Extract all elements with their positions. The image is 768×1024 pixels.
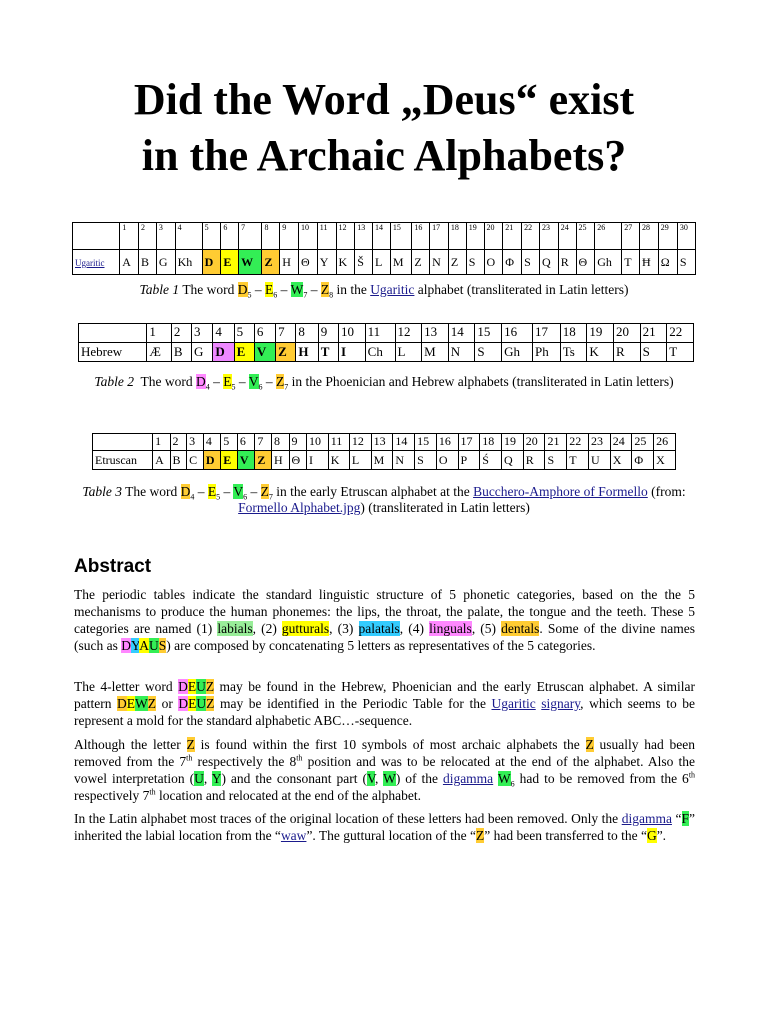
letter-cell: U <box>588 451 610 470</box>
letter-cell: I <box>306 451 328 470</box>
letter-cell: E <box>221 250 239 275</box>
letter-cell: B <box>171 343 191 362</box>
letter-cell: Z <box>255 451 272 470</box>
letter-cell: R <box>523 451 545 470</box>
column-number: 2 <box>170 434 187 451</box>
letter-cell: H <box>272 451 289 470</box>
letter-cell: L <box>395 343 422 362</box>
hebrew-table <box>78 323 694 362</box>
letter-cell: Q <box>502 451 524 470</box>
letter-cell: Q <box>539 250 558 275</box>
column-number: 7 <box>239 223 262 250</box>
letter-cell: A <box>153 451 170 470</box>
letter-cell: Ħ <box>640 250 659 275</box>
signary-link[interactable]: signary <box>541 696 581 711</box>
column-number: 4 <box>203 434 220 451</box>
column-number: 8 <box>272 434 289 451</box>
title-line-2: in the Archaic Alphabets? <box>141 131 627 180</box>
column-number: 24 <box>610 434 632 451</box>
column-number: 11 <box>328 434 349 451</box>
ugaritic-link-2[interactable]: Ugaritic <box>491 696 536 711</box>
letter-cell: H <box>296 343 318 362</box>
letter-cell: Gh <box>595 250 622 275</box>
column-number: 1 <box>147 324 172 343</box>
column-number: 10 <box>306 434 328 451</box>
letter-cell: E <box>221 451 238 470</box>
letter-cell: S <box>466 250 484 275</box>
column-number: 16 <box>436 434 458 451</box>
letter-cell: B <box>139 250 157 275</box>
column-number: 16 <box>412 223 430 250</box>
column-number: 18 <box>448 223 466 250</box>
column-number: 8 <box>296 324 318 343</box>
column-number: 7 <box>276 324 296 343</box>
page-title <box>0 72 768 184</box>
column-number: 9 <box>289 434 306 451</box>
letter-cell: Z <box>412 250 430 275</box>
letter-cell: G <box>156 250 175 275</box>
column-number: 5 <box>202 223 221 250</box>
column-number: 3 <box>156 223 175 250</box>
letter-cell: Ś <box>480 451 502 470</box>
letter-cell: Š <box>355 250 373 275</box>
column-number: 12 <box>395 324 422 343</box>
letter-cell: D <box>202 250 221 275</box>
column-number: 11 <box>317 223 336 250</box>
letter-cell: C <box>187 451 204 470</box>
letter-cell: N <box>430 250 449 275</box>
letter-cell: L <box>373 250 391 275</box>
letter-cell: E <box>234 343 254 362</box>
column-number: 23 <box>539 223 558 250</box>
letter-cell: I <box>339 343 366 362</box>
column-number: 21 <box>503 223 522 250</box>
letter-cell: A <box>120 250 139 275</box>
letter-cell: K <box>336 250 355 275</box>
abstract-paragraph-4: In the Latin alphabet most traces of the original location of these letters had been removed. Only the digamma “F” inherited the labial location from the “waw”. The guttural location of the “Z” had been transferred to the “G”. <box>74 811 696 843</box>
letter-cell: D <box>203 451 220 470</box>
column-number: 19 <box>466 223 484 250</box>
column-number: 26 <box>654 434 676 451</box>
letter-cell: S <box>415 451 437 470</box>
letter-cell: O <box>484 250 503 275</box>
letter-cell: S <box>475 343 502 362</box>
letter-cell: M <box>422 343 449 362</box>
column-number: 19 <box>587 324 614 343</box>
letter-cell: Φ <box>632 451 654 470</box>
column-number: 23 <box>588 434 610 451</box>
letter-cell: K <box>328 451 349 470</box>
column-number: 3 <box>187 434 204 451</box>
column-number: 12 <box>349 434 371 451</box>
column-number: 13 <box>422 324 449 343</box>
column-number: 20 <box>484 223 503 250</box>
column-number: 14 <box>393 434 415 451</box>
letter-cell: Ts <box>560 343 587 362</box>
column-number: 29 <box>658 223 677 250</box>
bucchero-link[interactable]: Bucchero-Amphore of Formello <box>473 484 648 499</box>
table-corner <box>79 324 147 343</box>
column-number: 2 <box>171 324 191 343</box>
table-caption-2: Table 2 The word $D_4 - E_5 - V_6 - Z_7$ in the Phoenician and Hebrew alphabets (transliterated in Latin letters) <box>94 374 674 392</box>
letter-cell: N <box>393 451 415 470</box>
letter-cell: Gh <box>502 343 533 362</box>
table-corner <box>93 434 153 451</box>
column-number: 6 <box>254 324 275 343</box>
column-number: 17 <box>458 434 480 451</box>
column-number: 16 <box>502 324 533 343</box>
column-number: 15 <box>415 434 437 451</box>
column-number: 1 <box>120 223 139 250</box>
column-number: 21 <box>640 324 667 343</box>
row-label-ugaritic[interactable]: Ugaritic <box>73 250 120 275</box>
letter-cell: B <box>170 451 187 470</box>
letter-cell: Kh <box>175 250 202 275</box>
column-number: 25 <box>632 434 654 451</box>
letter-cell: Z <box>448 250 466 275</box>
column-number: 3 <box>192 324 213 343</box>
abstract-paragraph-1: The periodic tables indicate the standard linguistic structure of 5 phonetic categories, based on the the 5 mechanisms to produce the human phonemes: the lips, the throat, the palate, the tongue and the teeth. These 5 categories are named (1) labials, (2) gutturals, (3) palatals, (4) linguals, (5) dentals. Some of the divine names (such as DYAUS) are composed by concatenating 5 letters as representatives of the 5 categories. <box>74 587 695 653</box>
letter-cell: Æ <box>147 343 172 362</box>
column-number: 8 <box>262 223 280 250</box>
abstract-paragraph-2: The 4-letter word DEUZ may be found in the Hebrew, Phoenician and the early Etruscan alphabet. A similar pattern DEWZ or DEUZ may be identified in the Periodic Table for the Ugaritic signary, which seems to be represent a mold for the standard alphabetic ABC…-sequence. <box>74 679 696 728</box>
column-number: 19 <box>502 434 524 451</box>
ugaritic-table <box>72 222 696 275</box>
column-number: 20 <box>613 324 640 343</box>
letter-cell: X <box>610 451 632 470</box>
letter-cell: Ω <box>658 250 677 275</box>
letter-cell: R <box>613 343 640 362</box>
column-number: 22 <box>667 324 694 343</box>
column-number: 27 <box>622 223 640 250</box>
letter-cell: T <box>667 343 694 362</box>
column-number: 14 <box>448 324 475 343</box>
letter-cell: Θ <box>576 250 595 275</box>
column-number: 1 <box>153 434 170 451</box>
letter-cell: L <box>349 451 371 470</box>
table-caption-3: Table 3 The word $D_4 - E_5 - V_6 - Z_7$ in the early Etruscan alphabet at the Bucchero-Amphore of Formello (from: Formello Alphabet.jpg) (transliterated in Latin letters) <box>82 484 686 515</box>
column-number: 18 <box>560 324 587 343</box>
column-number: 22 <box>522 223 540 250</box>
letter-cell: Y <box>317 250 336 275</box>
column-number: 26 <box>595 223 622 250</box>
letter-cell: Z <box>276 343 296 362</box>
letter-cell: K <box>587 343 614 362</box>
table-caption-1: Table 1 The word $D_5 - E_6 - W_7 - Z_8$ in the Ugaritic alphabet (transliterated in Latin letters) <box>139 282 629 300</box>
waw-link[interactable]: waw <box>280 828 307 843</box>
digamma-link[interactable]: digamma <box>442 771 494 786</box>
letter-cell: R <box>558 250 576 275</box>
letter-cell: T <box>622 250 640 275</box>
column-number: 15 <box>475 324 502 343</box>
column-number: 25 <box>576 223 595 250</box>
letter-cell: S <box>522 250 540 275</box>
digamma-link-2[interactable]: digamma <box>621 811 672 826</box>
column-number: 2 <box>139 223 157 250</box>
letter-cell: P <box>458 451 480 470</box>
letter-cell: S <box>640 343 667 362</box>
letter-cell: M <box>371 451 393 470</box>
letter-cell: W <box>239 250 262 275</box>
column-number: 20 <box>523 434 545 451</box>
letter-cell: Θ <box>289 451 306 470</box>
column-number: 13 <box>371 434 393 451</box>
column-number: 5 <box>234 324 254 343</box>
column-number: 6 <box>237 434 254 451</box>
ugaritic-link[interactable]: Ugaritic <box>370 282 415 297</box>
column-number: 22 <box>567 434 589 451</box>
column-number: 15 <box>390 223 411 250</box>
letter-cell: G <box>192 343 213 362</box>
letter-cell: D <box>213 343 234 362</box>
letter-cell: H <box>280 250 299 275</box>
letter-cell: M <box>390 250 411 275</box>
letter-cell: Φ <box>503 250 522 275</box>
row-label-etruscan: Etruscan <box>93 451 153 470</box>
column-number: 10 <box>339 324 366 343</box>
column-number: 17 <box>430 223 449 250</box>
column-number: 28 <box>640 223 659 250</box>
letter-cell: Θ <box>299 250 318 275</box>
letter-cell: Ch <box>365 343 395 362</box>
letter-cell: V <box>237 451 254 470</box>
letter-cell: Ph <box>532 343 560 362</box>
column-number: 21 <box>545 434 567 451</box>
formello-alphabet-link[interactable]: Formello Alphabet.jpg <box>238 500 361 515</box>
column-number: 17 <box>532 324 560 343</box>
letter-cell: O <box>436 451 458 470</box>
column-number: 13 <box>355 223 373 250</box>
column-number: 11 <box>365 324 395 343</box>
letter-cell: T <box>318 343 338 362</box>
table-corner <box>73 223 120 250</box>
column-number: 14 <box>373 223 391 250</box>
letter-cell: T <box>567 451 589 470</box>
column-number: 7 <box>255 434 272 451</box>
column-number: 6 <box>221 223 239 250</box>
letter-cell: V <box>254 343 275 362</box>
letter-cell: S <box>545 451 567 470</box>
column-number: 5 <box>221 434 238 451</box>
column-number: 4 <box>213 324 234 343</box>
column-number: 24 <box>558 223 576 250</box>
title-line-1: Did the Word „Deus“ exist <box>133 75 635 124</box>
letter-cell: S <box>677 250 695 275</box>
abstract-heading: Abstract <box>74 556 152 577</box>
column-number: 12 <box>336 223 355 250</box>
column-number: 30 <box>677 223 695 250</box>
row-label-hebrew: Hebrew <box>79 343 147 362</box>
column-number: 10 <box>299 223 318 250</box>
abstract-paragraph-3: Although the letter Z is found within the first 10 symbols of most archaic alphabets the Z usually had been removed from the 7th respectively the 8th position and was to be relocated at the end of the alphabet. Also the vowel interpretation (U, Y) and the consonant part (V, W) of the digamma $W_6$ had to be removed from the 6th respectively 7th location and relocated at the end of the alphabet. <box>74 737 696 803</box>
letter-cell: N <box>448 343 475 362</box>
column-number: 9 <box>318 324 338 343</box>
letter-cell: X <box>654 451 676 470</box>
column-number: 4 <box>175 223 202 250</box>
column-number: 9 <box>280 223 299 250</box>
column-number: 18 <box>480 434 502 451</box>
letter-cell: Z <box>262 250 280 275</box>
etruscan-table <box>92 433 676 470</box>
